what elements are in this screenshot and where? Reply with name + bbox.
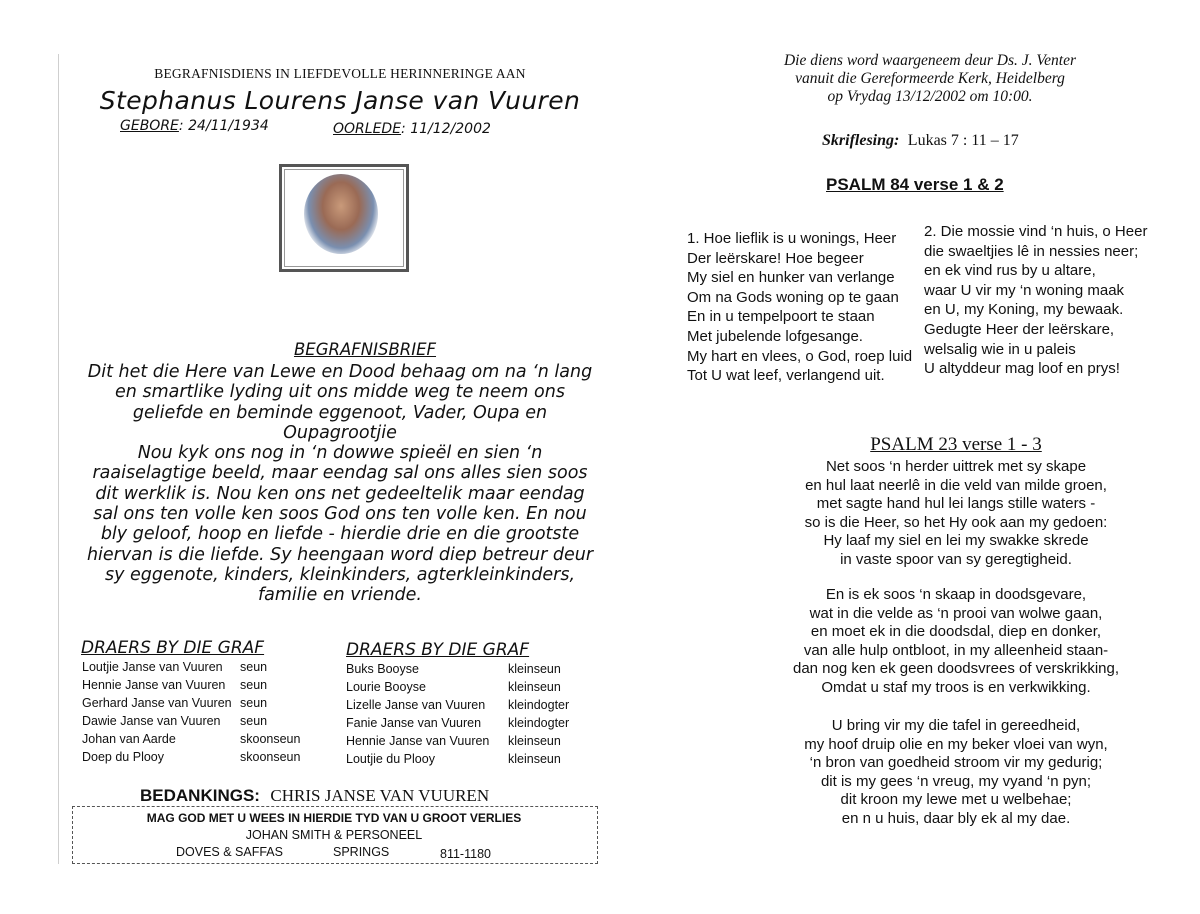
thanks-line: [140, 786, 489, 806]
verse-line: Net soos ‘n herder uittrek met sy skape: [825, 458, 1087, 475]
letter-title: BEGRAFNISBRIEF: [293, 340, 437, 359]
bearers-heading-left: DRAERS BY DIE GRAF: [81, 638, 265, 658]
thanks-label: BEDANKINGS:: [140, 786, 260, 805]
verse-line: En is ek soos ‘n skaap in doodsgevare,: [825, 586, 1087, 603]
verse-line: met sagte hand hul lei langs stille waters -: [816, 495, 1096, 513]
verse-line: My hart en vlees, o God, roep luid: [687, 347, 913, 365]
bearers-heading-right: DRAERS BY DIE GRAF: [346, 640, 530, 660]
letter-line: sy eggenote, kinders, kleinkinders, agterkleinkinders,: [104, 564, 576, 585]
letter-line: geliefde en beminde eggenoot, Vader, Oupa en: [132, 402, 548, 423]
died-line: [333, 121, 491, 137]
verse-line: en ek vind rus by u altare,: [924, 262, 1096, 280]
verse-line: Tot U wat leef, verlangend uit.: [687, 367, 885, 385]
verse-line: en U, my Koning, my bewaak.: [924, 301, 1124, 319]
bearer-relation: seun: [240, 660, 268, 674]
bearer-name: Lourie Booyse: [346, 680, 426, 694]
reading-ref: Lukas 7 : 11 – 17: [907, 132, 1019, 149]
verse-line: Hy laaf my siel en lei my swakke skrede: [823, 532, 1089, 550]
born-label: GEBORE: [120, 118, 179, 134]
verse-line: ‘n bron van goedheid stroom vir my gedurig;: [809, 754, 1103, 772]
undertaker-town: SPRINGS: [333, 845, 390, 859]
verse-line: Omdat u staf my troos is en verkwikking.: [821, 678, 1091, 696]
verse-line: die swaeltjies lê in nessies neer;: [924, 242, 1139, 260]
portrait-photo: [304, 174, 378, 254]
bearer-relation: kleinseun: [508, 680, 561, 694]
bearer-relation: kleindogter: [508, 698, 570, 712]
verse-line: en n u huis, daar bly ek al my dae.: [841, 809, 1071, 827]
bearer-relation: seun: [240, 714, 268, 728]
bearer-name: Doep du Plooy: [82, 750, 165, 764]
letter-line: hiervan is die liefde. Sy heengaan word diep betreur deur: [86, 544, 594, 565]
undertaker-phone: 811-1180: [440, 847, 491, 861]
verse-line: welsalig wie in u paleis: [924, 340, 1076, 358]
verse-line: dit is my gees ‘n vreug, my vyand ‘n pyn;: [820, 772, 1092, 790]
verse-line: 1. Hoe lieflik is u wonings, Heer: [687, 230, 897, 247]
psalm84-title: PSALM 84 verse 1 & 2: [826, 175, 1004, 194]
letter-line: sal ons ten volle ken soos God ons ten volle ken. En nou: [93, 504, 587, 525]
bearer-name: Fanie Janse van Vuuren: [346, 716, 482, 730]
undertaker-staff: JOHAN SMITH & PERSONEEL: [245, 828, 423, 842]
bearer-name: Lizelle Janse van Vuuren: [346, 698, 486, 712]
bearer-name: Loutjie du Plooy: [346, 752, 435, 766]
bearer-relation: skoonseun: [240, 732, 301, 746]
verse-line: En in u tempelpoort te staan: [687, 308, 875, 326]
bearer-name: Johan van Aarde: [82, 732, 176, 746]
letter-line: en smartlike lyding uit ons midde weg te neem ons: [115, 382, 565, 403]
service-details: [740, 52, 1120, 106]
verse-line: U bring vir my die tafel in gereedheid,: [831, 717, 1081, 734]
letter-line: raaiselagtige beeld, maar eendag sal ons alles sien soos: [92, 463, 588, 484]
bearer-relation: seun: [240, 678, 268, 692]
letter-line: Oupagrootjie: [283, 422, 397, 443]
verse-line: in vaste spoor van sy geregtigheid.: [840, 550, 1072, 568]
reading-label: Skriflesing:: [822, 132, 900, 149]
verse-line: waar U vir my ‘n woning maak: [924, 281, 1125, 299]
psalm23-stanza-3: [750, 717, 1162, 829]
letter-line: dit werklik is. Nou ken ons net gedeeltelik maar eendag: [95, 483, 585, 504]
bearer-name: Loutjie Janse van Vuuren: [82, 660, 223, 674]
bearer-name: Hennie Janse van Vuuren: [346, 734, 490, 748]
service-line: vanuit die Gereformeerde Kerk, Heidelberg: [795, 70, 1065, 87]
bearer-name: Hennie Janse van Vuuren: [82, 678, 226, 692]
bearer-relation: kleinseun: [508, 734, 561, 748]
verse-line: Der leërskare! Hoe begeer: [687, 249, 864, 267]
verse-line: U altyddeur mag loof en prys!: [924, 360, 1120, 378]
verse-line: dan nog ken ek geen doodsvrees of verskrikking,: [792, 660, 1120, 678]
psalm84-verse-2: [924, 222, 1147, 379]
thanks-name: CHRIS JANSE VAN VUUREN: [270, 786, 490, 805]
verse-line: my hoof druip olie en my beker vloei van wyn,: [804, 735, 1108, 753]
memorial-heading: BEGRAFNISDIENS IN LIEFDEVOLLE HERINNERINGE AAN: [154, 66, 526, 81]
deceased-name: Stephanus Lourens Janse van Vuuren: [99, 86, 581, 115]
verse-line: Om na Gods woning op te gaan: [687, 288, 899, 306]
born-line: [120, 118, 269, 134]
bearer-relation: kleindogter: [508, 716, 570, 730]
verse-line: wat in die velde as ‘n prooi van wolwe gaan,: [809, 604, 1103, 622]
psalm23-stanza-2: [750, 586, 1162, 698]
letter-line: Dit het die Here van Lewe en Dood behaag om na ‘n lang: [87, 362, 593, 382]
died-label: OORLEDE: [333, 121, 402, 137]
verse-line: 2. Die mossie vind ‘n huis, o Heer: [924, 223, 1148, 240]
letter-body: [75, 362, 605, 606]
verse-line: My siel en hunker van verlange: [687, 269, 895, 287]
page-fold-line: [58, 54, 59, 864]
bearer-name: Dawie Janse van Vuuren: [82, 714, 221, 728]
verse-line: en hul laat neerlê in die veld van milde groen,: [805, 476, 1107, 494]
verse-line: Gedugte Heer der leërskare,: [924, 320, 1115, 338]
undertaker-firm: DOVES & SAFFAS: [176, 845, 283, 859]
letter-line: familie en vriende.: [258, 585, 422, 606]
psalm23-title: PSALM 23 verse 1 - 3: [870, 434, 1042, 455]
verse-line: so is die Heer, so het Hy ook aan my gedoen:: [804, 513, 1108, 531]
condolence-line: MAG GOD MET U WEES IN HIERDIE TYD VAN U GROOT VERLIES: [146, 811, 522, 825]
letter-line: bly geloof, hoop en liefde - hierdie drie en die grootste: [100, 524, 580, 545]
bearer-relation: kleinseun: [508, 752, 561, 766]
died-date: : 11/12/2002: [401, 121, 491, 137]
scripture-reading: [822, 132, 1019, 150]
verse-line: Met jubelende lofgesange.: [687, 327, 863, 345]
psalm23-stanza-1: [750, 458, 1162, 570]
verse-line: en moet ek in die doodsdal, diep en donker,: [810, 623, 1102, 641]
psalm84-verse-1: [687, 229, 912, 386]
service-line: Die diens word waargeneem deur Ds. J. Venter: [783, 52, 1076, 69]
bearer-relation: kleinseun: [508, 662, 561, 676]
bearer-relation: skoonseun: [240, 750, 301, 764]
verse-line: dit kroon my lewe met u welbehae;: [840, 791, 1072, 809]
bearer-relation: seun: [240, 696, 268, 710]
letter-line: Nou kyk ons nog in ‘n dowwe spieël en sien ‘n: [137, 443, 543, 464]
bearer-name: Buks Booyse: [346, 662, 419, 676]
born-date: : 24/11/1934: [178, 118, 269, 134]
bearer-name: Gerhard Janse van Vuuren: [82, 696, 232, 710]
service-line: op Vrydag 13/12/2002 om 10:00.: [827, 88, 1033, 105]
verse-line: van alle hulp ontbloot, in my alleenheid staan-: [803, 641, 1109, 659]
